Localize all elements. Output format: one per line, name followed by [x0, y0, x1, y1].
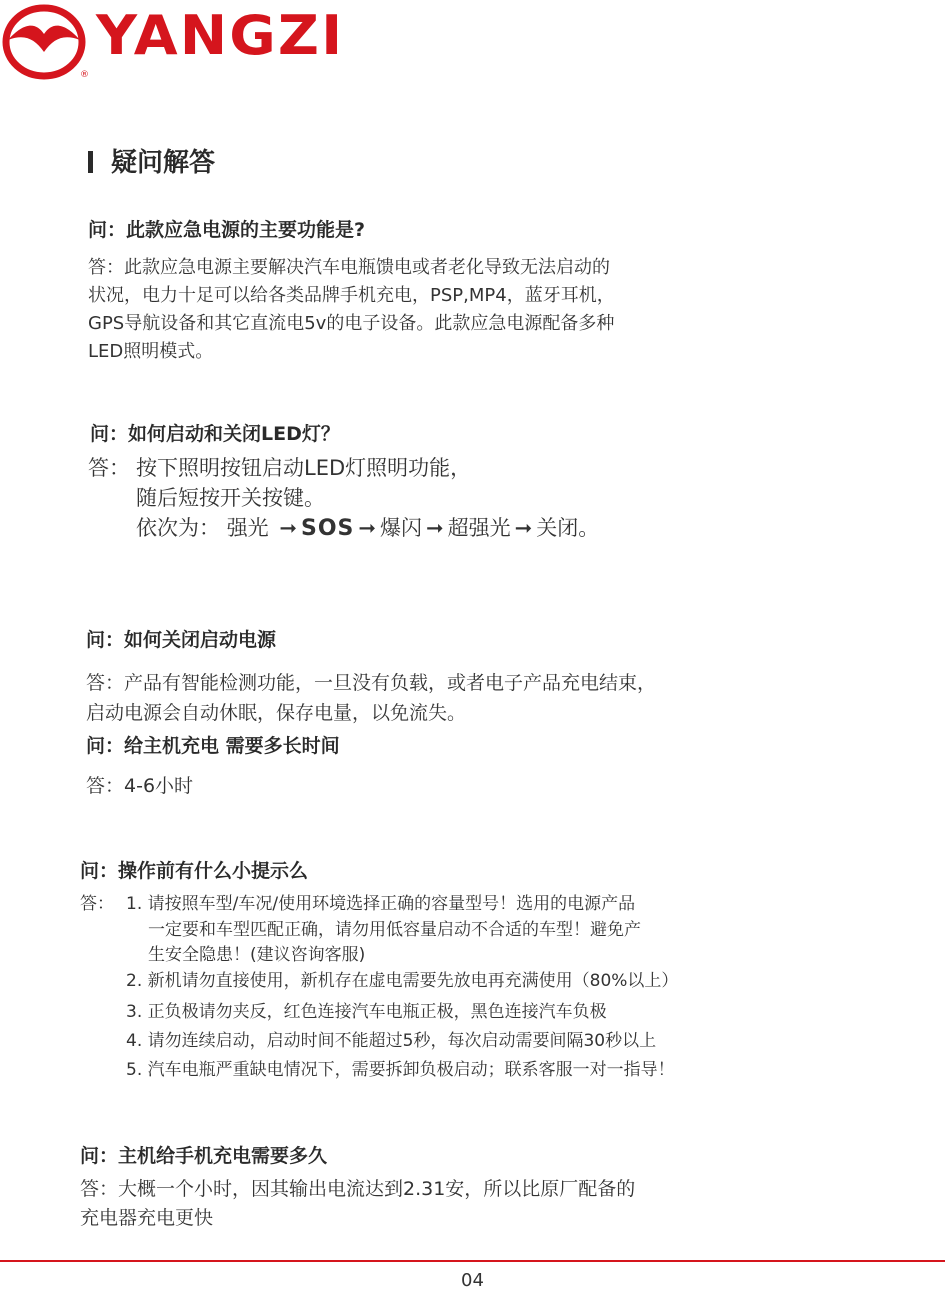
yangzi-emblem-icon — [2, 4, 86, 80]
sequence-label: 依次为： — [136, 516, 220, 540]
faq5-tip: 生安全隐患！(建议咨询客服) — [148, 945, 366, 965]
arrow-right-icon: ➞ — [358, 516, 376, 540]
title-bar-decoration — [88, 151, 93, 173]
faq1-answer-line: GPS导航设备和其它直流电5v的电子设备。此款应急电源配备多种 — [88, 313, 615, 334]
mode-sos: SOS — [300, 516, 355, 541]
page-number: 04 — [461, 1270, 484, 1291]
faq2-answer-line1: 按下照明按钮启动LED灯照明功能， — [136, 456, 472, 480]
faq4-question: 问：给主机充电 需要多长时间 — [86, 735, 340, 757]
faq5-tip: 3. 正负极请勿夹反，红色连接汽车电瓶正极，黑色连接汽车负极 — [126, 1002, 607, 1022]
faq3-answer-line: 答：产品有智能检测功能，一旦没有负载，或者电子产品充电结束， — [86, 672, 657, 694]
faq4-answer: 答：4-6小时 — [86, 775, 194, 797]
faq3-answer-line: 启动电源会自动休眠，保存电量，以免流失。 — [86, 702, 467, 724]
mode-strong-light: 强光 — [226, 516, 269, 540]
footer-divider — [0, 1260, 945, 1262]
brand-wordmark: YANGZI — [96, 4, 345, 67]
faq1-answer-line: LED照明模式。 — [88, 341, 214, 362]
faq2-mode-sequence — [136, 513, 599, 544]
section-title — [88, 145, 215, 181]
faq1-answer-line: 答：此款应急电源主要解决汽车电瓶馈电或者老化导致无法启动的 — [88, 257, 610, 278]
faq1-question: 问：此款应急电源的主要功能是? — [88, 219, 366, 241]
registered-mark: ® — [80, 70, 89, 80]
faq6-answer-line: 答：大概一个小时，因其输出电流达到2.31安，所以比原厂配备的 — [80, 1178, 636, 1200]
faq5-tip: 4. 请勿连续启动，启动时间不能超过5秒，每次启动需要间隔30秒以上 — [126, 1031, 657, 1051]
mode-super-strong: 超强光 — [447, 516, 511, 540]
arrow-right-icon: ➞ — [426, 516, 444, 540]
faq6-answer — [80, 1175, 635, 1233]
faq2-answer-line2: 随后短按开关按键。 — [136, 486, 325, 510]
faq5-tip: 2. 新机请勿直接使用，新机存在虚电需要先放电再充满使用（80%以上） — [126, 971, 679, 991]
faq3-answer — [86, 668, 656, 728]
faq5-tip: 一定要和车型匹配正确，请勿用低容量启动不合适的车型！避免产 — [148, 920, 641, 940]
faq5-tip: 5. 汽车电瓶严重缺电情况下，需要拆卸负极启动；联系客服一对一指导！ — [126, 1060, 675, 1080]
brand-logo — [0, 0, 345, 84]
faq3-question: 问：如何关闭启动电源 — [86, 629, 277, 651]
section-title-text: 疑问解答 — [111, 148, 216, 178]
faq5-tip: 1. 请按照车型/车况/使用环境选择正确的容量型号！选用的电源产品 — [126, 894, 636, 914]
faq6-answer-line: 充电器充电更快 — [80, 1207, 214, 1229]
faq2-answer-prefix: 答： — [88, 456, 130, 480]
mode-strobe: 爆闪 — [380, 516, 422, 540]
faq6-question: 问：主机给手机充电需要多久 — [80, 1145, 328, 1167]
faq1-answer — [88, 254, 615, 366]
mode-off: 关闭。 — [536, 516, 600, 540]
faq2-question: 问：如何启动和关闭LED灯？ — [90, 423, 340, 445]
arrow-right-icon: ➞ — [514, 516, 533, 540]
faq5-question: 问：操作前有什么小提示么 — [80, 860, 309, 882]
faq1-answer-line: 状况，电力十足可以给各类品牌手机充电，PSP,MP4，蓝牙耳机， — [88, 285, 615, 306]
arrow-right-icon: ➞ — [279, 516, 297, 540]
faq5-answer-prefix: 答： — [80, 894, 114, 914]
